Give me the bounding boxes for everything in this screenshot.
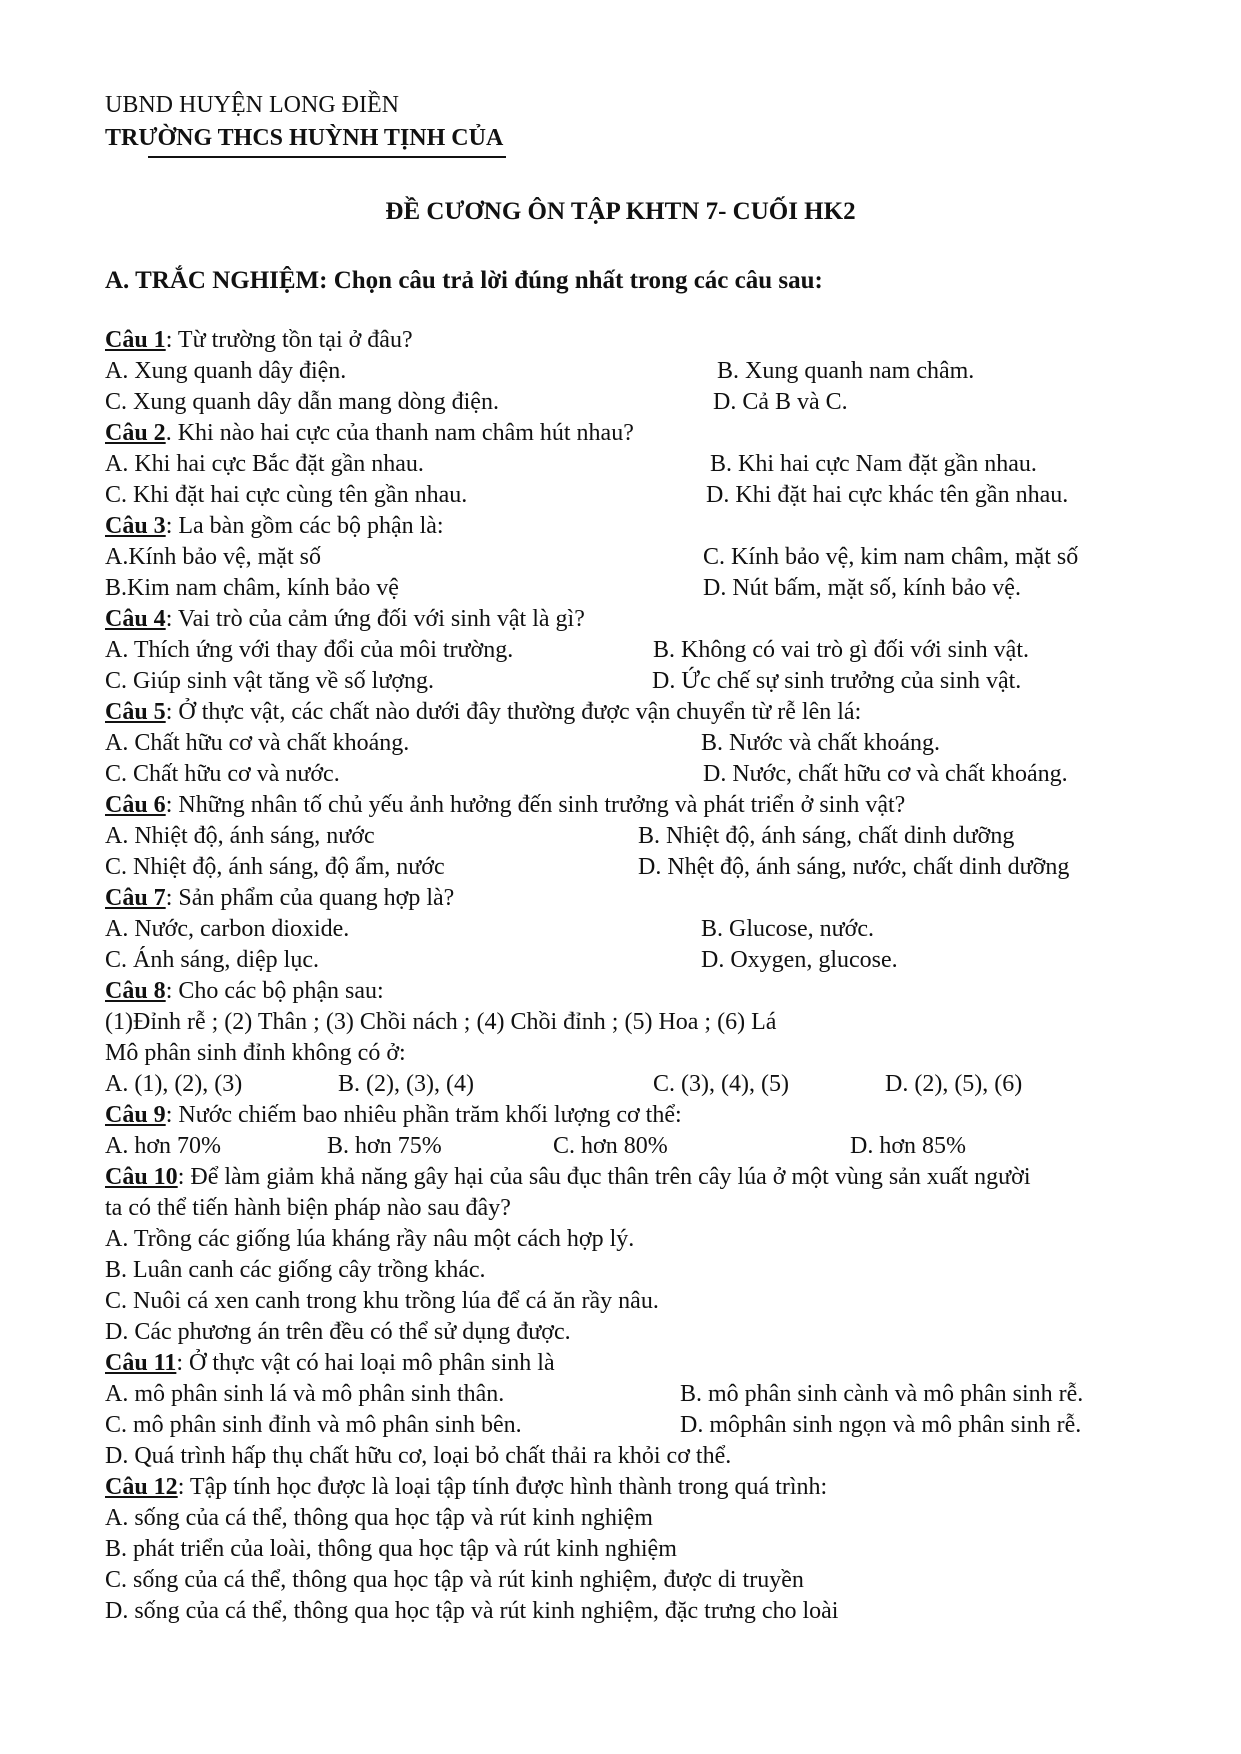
option-d: D. sống của cá thể, thông qua học tập và rút kinh nghiệm, đặc trưng cho loài (105, 1598, 839, 1624)
option-a: A. Trồng các giống lúa kháng rầy nâu một cách hợp lý. (105, 1226, 635, 1252)
question-8-parts: (1)Đỉnh rễ ; (2) Thân ; (3) Chồi nách ; (4) Chồi đỉnh ; (5) Hoa ; (6) Lá (105, 1009, 777, 1035)
option-a: A. Xung quanh dây điện. (105, 358, 347, 384)
option-d: D. (2), (5), (6) (885, 1071, 1023, 1097)
question-6 (105, 790, 1181, 821)
option-c: C. sống của cá thể, thông qua học tập và rút kinh nghiệm, được di truyền (105, 1567, 804, 1593)
option-d: D. Khi đặt hai cực khác tên gần nhau. (706, 482, 1069, 508)
question-7 (105, 883, 1181, 914)
option-a: A. hơn 70% (105, 1133, 222, 1159)
question-8-prompt: Mô phân sinh đỉnh không có ở: (105, 1040, 406, 1066)
option-a: A. Khi hai cực Bắc đặt gần nhau. (105, 451, 424, 477)
question-5 (105, 697, 1181, 728)
option-b: B. Không có vai trò gì đối với sinh vật. (653, 637, 1029, 663)
question-3 (105, 511, 1181, 542)
option-c: C. (3), (4), (5) (653, 1071, 789, 1097)
question-text: : Từ trường tồn tại ở đâu? (165, 327, 413, 353)
option-c: C. Nhiệt độ, ánh sáng, độ ẩm, nước (105, 854, 445, 880)
option-d: D. Cả B và C. (713, 389, 848, 415)
header-underline (148, 156, 506, 158)
option-a: A.Kính bảo vệ, mặt số (105, 544, 321, 570)
option-c: C. Nuôi cá xen canh trong khu trồng lúa để cá ăn rầy nâu. (105, 1288, 659, 1314)
option-d: D. môphân sinh ngọn và mô phân sinh rễ. (680, 1412, 1082, 1438)
option-b: B. Glucose, nước. (701, 916, 875, 942)
option-c: C. Chất hữu cơ và nước. (105, 761, 340, 787)
option-a: A. mô phân sinh lá và mô phân sinh thân. (105, 1381, 505, 1407)
question-number: Câu 7 (105, 885, 166, 911)
question-2 (105, 418, 1181, 449)
question-text: : La bàn gồm các bộ phận là: (165, 513, 444, 539)
option-b: B. phát triển của loài, thông qua học tập và rút kinh nghiệm (105, 1536, 677, 1562)
question-number: Câu 1 (105, 327, 166, 353)
question-text: : Ở thực vật, các chất nào dưới đây thường được vận chuyển từ rễ lên lá: (165, 699, 862, 725)
option-b: B. Xung quanh nam châm. (717, 358, 975, 384)
option-b: B. Nước và chất khoáng. (701, 730, 940, 756)
document-title: ĐỀ CƯƠNG ÔN TẬP KHTN 7- CUỐI HK2 (385, 198, 856, 225)
option-c: C. Kính bảo vệ, kim nam châm, mặt số (703, 544, 1079, 570)
option-d-extra: D. Quá trình hấp thụ chất hữu cơ, loại bỏ chất thải ra khỏi cơ thể. (105, 1443, 732, 1469)
option-c: C. hơn 80% (553, 1133, 668, 1159)
question-11 (105, 1348, 1181, 1379)
question-number: Câu 10 (105, 1164, 178, 1190)
option-d: D. Oxygen, glucose. (701, 947, 898, 973)
option-c: C. Khi đặt hai cực cùng tên gần nhau. (105, 482, 468, 508)
option-b: B. mô phân sinh cành và mô phân sinh rễ. (680, 1381, 1084, 1407)
option-b: B.Kim nam châm, kính bảo vệ (105, 575, 399, 601)
option-c: C. mô phân sinh đỉnh và mô phân sinh bên. (105, 1412, 522, 1438)
question-text: : Sản phẩm của quang hợp là? (165, 885, 455, 911)
question-number: Câu 4 (105, 606, 166, 632)
option-d: D. Ức chế sự sinh trưởng của sinh vật. (652, 668, 1022, 694)
option-d: D. Nước, chất hữu cơ và chất khoáng. (703, 761, 1068, 787)
question-number: Câu 5 (105, 699, 166, 725)
option-a: A. sống của cá thể, thông qua học tập và rút kinh nghiệm (105, 1505, 653, 1531)
option-a: A. Nước, carbon dioxide. (105, 916, 350, 942)
question-number: Câu 11 (105, 1350, 177, 1376)
option-d: D. Các phương án trên đều có thể sử dụng được. (105, 1319, 571, 1345)
option-a: A. (1), (2), (3) (105, 1071, 243, 1097)
question-number: Câu 8 (105, 978, 166, 1004)
option-c: C. Ánh sáng, diệp lục. (105, 947, 319, 973)
section-a-heading: A. TRẮC NGHIỆM: Chọn câu trả lời đúng nhất trong các câu sau: (105, 267, 823, 294)
option-b: B. (2), (3), (4) (338, 1071, 474, 1097)
option-a: A. Nhiệt độ, ánh sáng, nước (105, 823, 375, 849)
question-number: Câu 9 (105, 1102, 166, 1128)
option-d: D. hơn 85% (850, 1133, 967, 1159)
option-b: B. Luân canh các giống cây trồng khác. (105, 1257, 486, 1283)
option-b: B. Nhiệt độ, ánh sáng, chất dinh dưỡng (638, 823, 1015, 849)
option-d: D. Nhệt độ, ánh sáng, nước, chất dinh dưỡng (638, 854, 1070, 880)
question-text: : Cho các bộ phận sau: (165, 978, 384, 1004)
question-number: Câu 3 (105, 513, 166, 539)
question-text: : Nước chiếm bao nhiêu phần trăm khối lượng cơ thể: (165, 1102, 682, 1128)
question-text: . Khi nào hai cực của thanh nam châm hút nhau? (165, 420, 634, 446)
question-text: : Vai trò của cảm ứng đối với sinh vật là gì? (165, 606, 585, 632)
option-c: C. Xung quanh dây dẫn mang dòng điện. (105, 389, 499, 415)
question-9 (105, 1100, 1181, 1131)
option-b: B. Khi hai cực Nam đặt gần nhau. (710, 451, 1037, 477)
question-4 (105, 604, 1181, 635)
question-text: : Ở thực vật có hai loại mô phân sinh là (176, 1350, 555, 1376)
option-a: A. Thích ứng với thay đổi của môi trường. (105, 637, 514, 663)
question-1 (105, 325, 1181, 356)
option-a: A. Chất hữu cơ và chất khoáng. (105, 730, 410, 756)
question-8 (105, 976, 1181, 1007)
question-10-continued: ta có thể tiến hành biện pháp nào sau đây? (105, 1195, 511, 1221)
question-text: : Để làm giảm khả năng gây hại của sâu đục thân trên cây lúa ở một vùng sản xuất người (177, 1164, 1031, 1190)
header-org: UBND HUYỆN LONG ĐIỀN (105, 92, 399, 118)
question-number: Câu 6 (105, 792, 166, 818)
question-10 (105, 1162, 1181, 1193)
question-text: : Tập tính học được là loại tập tính được hình thành trong quá trình: (177, 1474, 828, 1500)
question-12 (105, 1472, 1181, 1503)
question-text: : Những nhân tố chủ yếu ảnh hưởng đến sinh trưởng và phát triển ở sinh vật? (165, 792, 906, 818)
question-number: Câu 12 (105, 1474, 178, 1500)
option-d: D. Nút bấm, mặt số, kính bảo vệ. (703, 575, 1021, 601)
option-c: C. Giúp sinh vật tăng về số lượng. (105, 668, 435, 694)
option-b: B. hơn 75% (327, 1133, 442, 1159)
header-school: TRƯỜNG THCS HUỲNH TỊNH CỦA (105, 125, 504, 151)
question-number: Câu 2 (105, 420, 166, 446)
